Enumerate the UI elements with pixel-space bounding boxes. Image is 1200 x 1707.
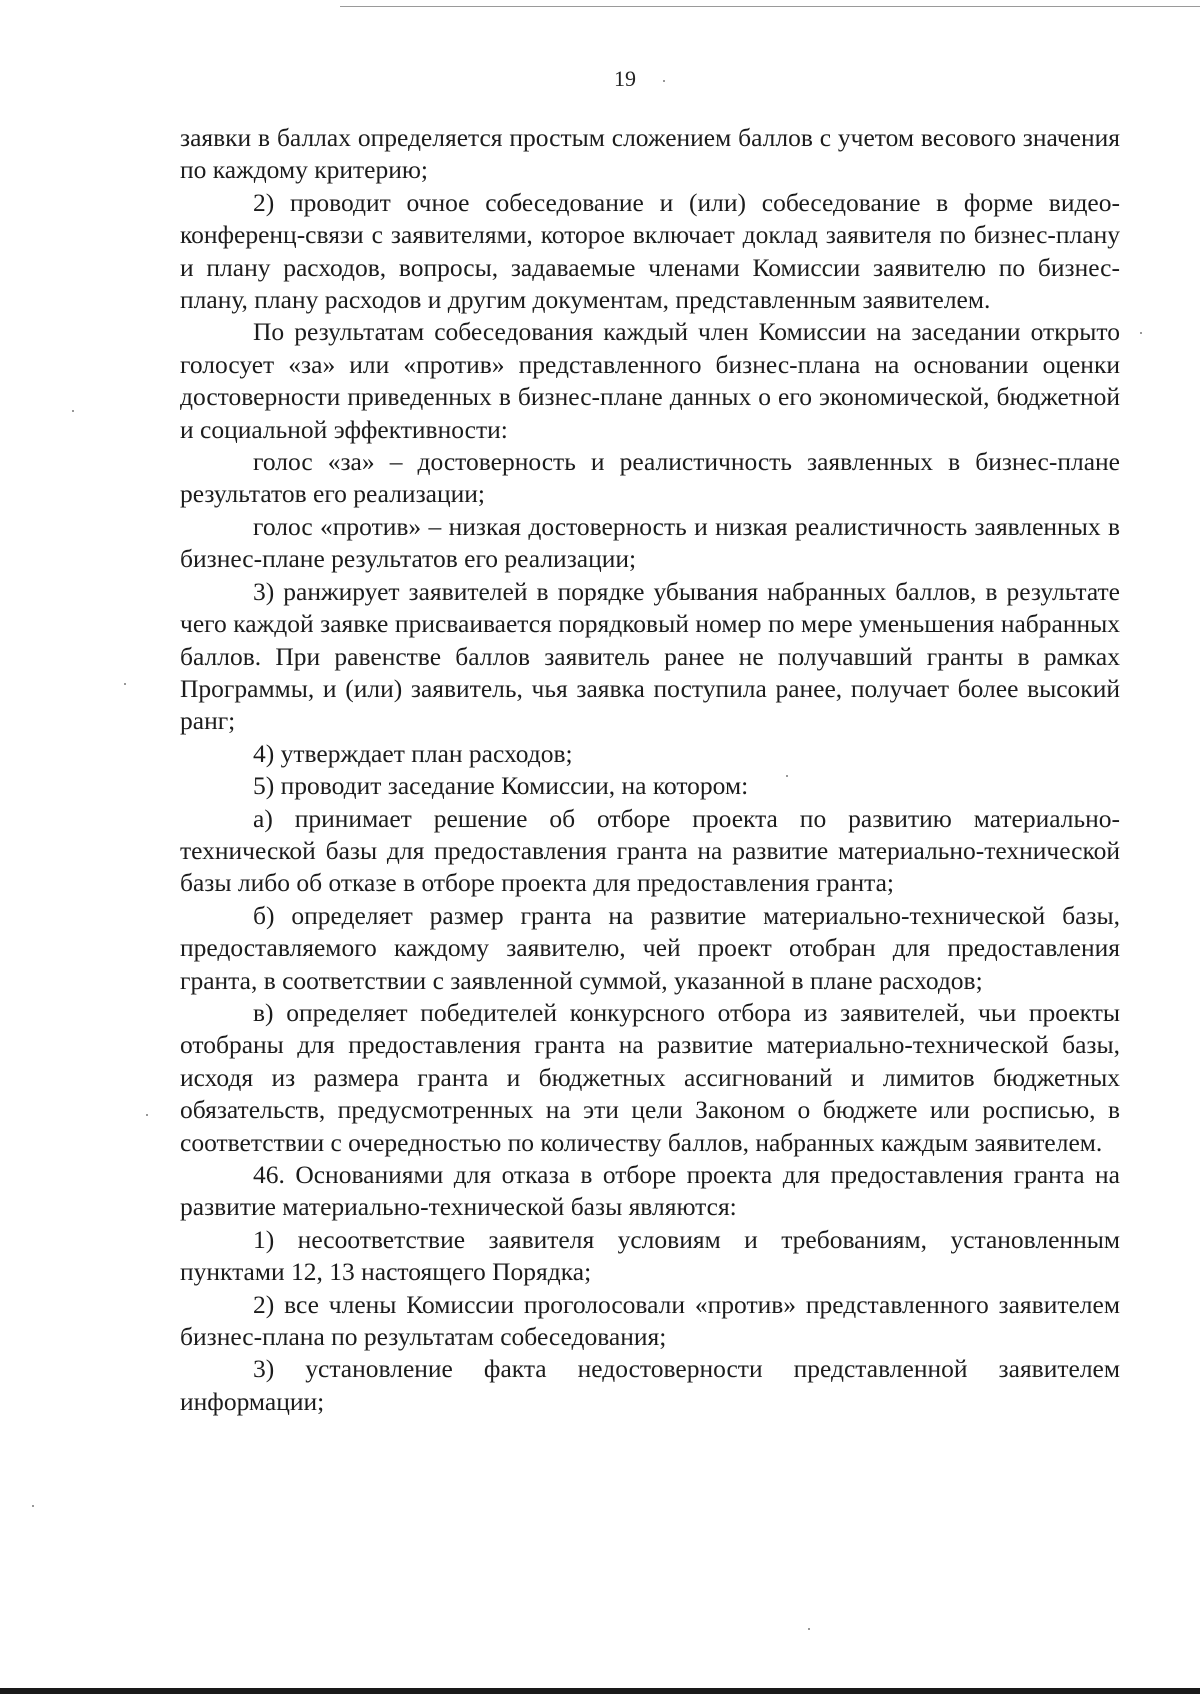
paragraph-vote-against: голос «против» – низкая достоверность и низкая реалистичность заявленных в бизнес-плане результатов его реализации; (180, 511, 1120, 574)
paragraph-continuation: заявки в баллах определяется простым сложением баллов с учетом весового значения по каждому критерию; (180, 123, 1120, 185)
paragraph-item-2-interview: 2) проводит очное собеседование и (или) собеседование в форме видео-конференц-связи с заявителями, которое включает доклад заявителя по бизнес-плану и плану расходов, вопросы, задаваемые членами Комиссии заявителю по бизнес-плану, плану расходов и другим документам, представленным заявителем. (180, 187, 1120, 315)
page-number: 19 (614, 66, 636, 91)
paragraph-item-4-approve-plan: 4) утверждает план расходов; (253, 738, 573, 768)
scan-speck (808, 1628, 810, 1630)
paragraph-voting: По результатам собеседования каждый член Комиссии на заседании открыто голосует «за» или «против» представленного бизнес-плана на основании оценки достоверности приведенных в бизнес-плане данных о его экономической, бюджетной и социальной эффективности: (180, 317, 1120, 444)
paragraph-item-5-meeting: 5) проводит заседание Комиссии, на котором: (253, 771, 749, 801)
paragraph-subitem-v: в) определяет победителей конкурсного отбора из заявителей, чьи проекты отобраны для предоставления гранта на развитие материально-технической базы, исходя из размера гранта и бюджетных ассигнований и лимитов бюджетных обязательств, предусмотренных на эти цели Законом о бюджете или росписью, в соответствии с очередностью по количеству баллов, набранных каждым заявителем. (180, 997, 1120, 1157)
paragraph-vote-for: голос «за» – достоверность и реалистичность заявленных в бизнес-плане результатов его реализации; (180, 447, 1120, 509)
scan-speck (663, 80, 665, 82)
scan-speck (32, 1505, 34, 1507)
scan-speck (1140, 332, 1142, 334)
paragraph-46-item-2: 2) все члены Комиссии проголосовали «против» представленного заявителем бизнес-плана по результатам собеседования; (180, 1289, 1120, 1352)
paragraph-item-3-ranking: 3) ранжирует заявителей в порядке убывания набранных баллов, в результате чего каждой заявке присваивается порядковый номер по мере уменьшения набранных баллов. При равенстве баллов заявитель ранее не получавший гранты в рамках Программы, и (или) заявитель, чья заявка поступила ранее, получает более высокий ранг; (180, 576, 1120, 736)
paragraph-46-item-3: 3) установление факта недостоверности представленной заявителем информации; (180, 1354, 1120, 1416)
scan-speck (786, 775, 788, 777)
paragraph-46-item-1: 1) несоответствие заявителя условиям и требованиям, установленным пунктами 12, 13 настоящего Порядка; (180, 1224, 1120, 1287)
scan-speck (124, 683, 126, 685)
scan-speck (146, 1114, 148, 1116)
paragraph-subitem-b: б) определяет размер гранта на развитие материально-технической базы, предоставляемого каждому заявителю, чей проект отобран для предоставления гранта, в соответствии с заявленной суммой, указанной в плане расходов; (180, 900, 1120, 995)
paragraph-46-refusal-grounds: 46. Основаниями для отказа в отборе проекта для предоставления гранта на развитие материально-технической базы являются: (180, 1160, 1120, 1222)
bottom-scan-edge (0, 1688, 1200, 1694)
scan-speck (72, 410, 74, 412)
paragraph-subitem-a: а) принимает решение об отборе проекта по развитию материально-технической базы для предоставления гранта на развитие материально-технической базы либо об отказе в отборе проекта для предоставления гранта; (180, 803, 1120, 898)
top-scan-edge (340, 6, 1200, 7)
document-body (180, 122, 1120, 1418)
